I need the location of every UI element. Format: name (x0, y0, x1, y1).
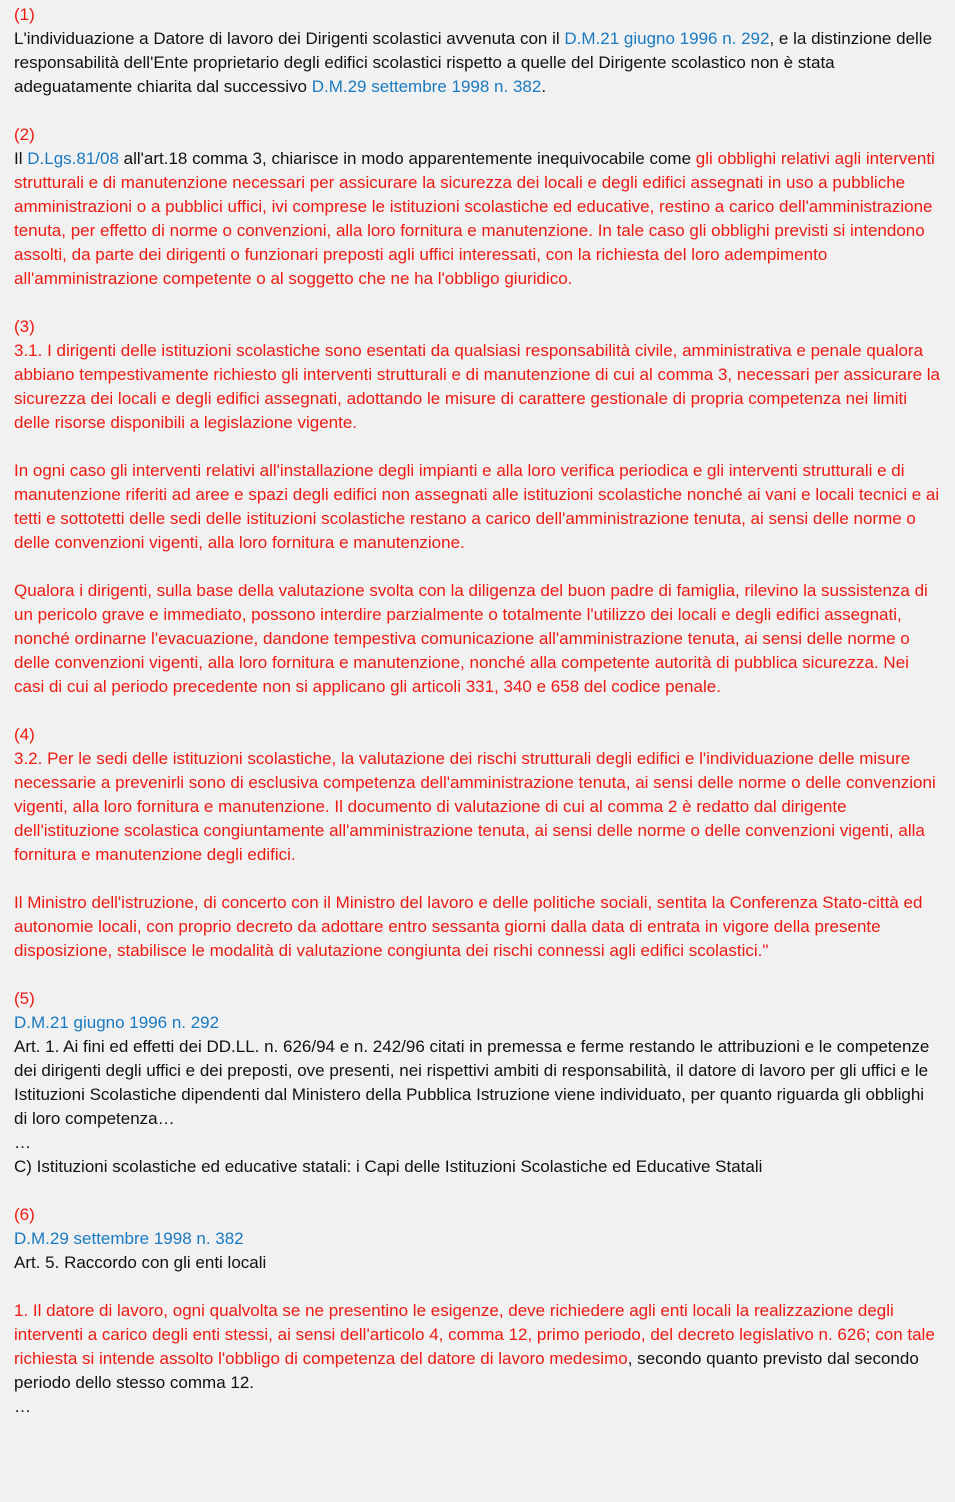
text-run: Il Ministro dell'istruzione, di concerto con il Ministro del lavoro e delle politiche sociali, sentita la Conferenza Stato-città ed autonomie locali, con proprio decreto da adottare entro sessanta giorni dalla data di entrata in vigore della presente disposizione, stabilisce le modalità di valutazione congiunta dei rischi connessi agli edifici scolastici." (14, 893, 923, 960)
legal-reference-link[interactable]: D.M.29 settembre 1998 n. 382 (14, 1229, 244, 1248)
text-run: Art. 5. Raccordo con gli enti locali (14, 1253, 267, 1272)
paragraph (14, 1011, 941, 1035)
text-run: Il (14, 149, 28, 168)
section-marker: (4) (14, 725, 35, 744)
paragraph (14, 27, 941, 99)
section-1 (14, 3, 941, 99)
section-marker: (1) (14, 5, 35, 24)
text-run: , secondo quanto previsto dal secondo periodo dello stesso comma 12. (14, 1349, 919, 1392)
section-marker: (2) (14, 125, 35, 144)
section-6-continued (14, 1299, 941, 1419)
section-3-continued-2 (14, 579, 941, 699)
section-3 (14, 315, 941, 435)
text-run: all'art.18 comma 3, chiarisce in modo apparentemente inequivocabile come (118, 149, 696, 168)
section-marker: (6) (14, 1205, 35, 1224)
text-run: 3.1. I dirigenti delle istituzioni scolastiche sono esentati da qualsiasi responsabilità civile, amministrativa e penale qualora abbiano tempestivamente richiesto gli interventi strutturali e di manutenzione di cui al comma 3, necessari per assicurare la sicurezza dei locali e degli edifici assegnati, adottando le misure di carattere gestionale di propria competenza nei limiti delle risorse disponibili a legislazione vigente. (14, 341, 941, 432)
section-marker: (5) (14, 989, 35, 1008)
text-run: . (541, 77, 547, 96)
paragraph (14, 1227, 941, 1251)
section-3-continued (14, 459, 941, 555)
paragraph (14, 147, 941, 291)
legal-reference-link[interactable]: D.Lgs.81/08 (27, 149, 119, 168)
paragraph (14, 339, 941, 435)
legal-reference-link[interactable]: D.M.21 giugno 1996 n. 292 (14, 1013, 220, 1032)
section-2 (14, 123, 941, 291)
section-4-continued (14, 891, 941, 963)
section-5 (14, 987, 941, 1179)
text-run: Qualora i dirigenti, sulla base della valutazione svolta con la diligenza del buon padre di famiglia, rilevino la sussistenza di un pericolo grave e immediato, possono interdire parzialmente o totalmente l'utilizzo dei locali e degli edifici assegnati, nonché ordinarne l'evacuazione, dandone tempestiva comunicazione all'amministrazione tenuta, ai sensi delle norme o delle convenzioni vigenti, alla loro fornitura e manutenzione, nonché alla competente autorità di pubblica sicurezza. Nei casi di cui al periodo precedente non si applicano gli articoli 331, 340 e 658 del codice penale. (14, 581, 928, 696)
paragraph (14, 1035, 941, 1131)
text-run: , e la distinzione delle responsabilità dell'Ente proprietario degli edifici scolastici rispetto a quelle del Dirigente scolastico non è stata adeguatamente chiarita dal successivo (14, 29, 933, 96)
text-run: 1. Il datore di lavoro, ogni qualvolta se ne presentino le esigenze, deve richiedere agli enti locali la realizzazione degli interventi a carico degli enti stessi, ai sensi dell'articolo 4, comma 12, primo periodo, del decreto legislativo n. 626; con tale richiesta si intende assolto l'obbligo di competenza del datore di lavoro medesimo (14, 1301, 935, 1368)
text-run: Art. 1. Ai fini ed effetti dei DD.LL. n. 626/94 e n. 242/96 citati in premessa e ferme restando le attribuzioni e le competenze dei dirigenti degli uffici e dei preposti, ove presenti, nei rispettivi ambiti di responsabilità, il datore di lavoro per gli uffici e le Istituzioni Scolastiche dipendenti dal Ministero della Pubblica Istruzione viene individuato, per quanto riguarda gli obblighi di loro competenza… (14, 1037, 930, 1128)
ellipsis-line (14, 1395, 941, 1419)
paragraph (14, 747, 941, 867)
text-run: In ogni caso gli interventi relativi all'installazione degli impianti e alla loro verifica periodica e gli interventi strutturali e di manutenzione riferiti ad aree e spazi degli edifici non assegnati alle istituzioni scolastiche nonché ai vani e locali tecnici e ai tetti e sottotetti delle sedi delle istituzioni scolastiche restano a carico dell'amministrazione tenuta, ai sensi delle norme o delle convenzioni vigenti, alla loro fornitura e manutenzione. (14, 461, 940, 552)
paragraph (14, 1299, 941, 1395)
ellipsis-line (14, 1131, 941, 1155)
legal-reference-link[interactable]: D.M.21 giugno 1996 n. 292 (564, 29, 770, 48)
paragraph (14, 891, 941, 963)
text-run: C) Istituzioni scolastiche ed educative statali: i Capi delle Istituzioni Scolastiche ed Educative Statali (14, 1157, 763, 1176)
paragraph (14, 1251, 941, 1275)
legal-reference-link[interactable]: D.M.29 settembre 1998 n. 382 (311, 77, 542, 96)
section-4 (14, 723, 941, 867)
text-run: 3.2. Per le sedi delle istituzioni scolastiche, la valutazione dei rischi strutturali degli edifici e l'individuazione delle misure necessarie a prevenirli sono di esclusiva competenza dell'amministrazione tenuta, ai sensi delle norme o delle convenzioni vigenti, alla loro fornitura e manutenzione. Il documento di valutazione di cui al comma 2 è redatto dal dirigente dell'istituzione scolastica congiuntamente all'amministrazione tenuta, ai sensi delle norme o delle convenzioni vigenti, alla fornitura e manutenzione degli edifici. (14, 749, 936, 864)
text-run: … (14, 1133, 31, 1152)
text-run: gli obblighi relativi agli interventi strutturali e di manutenzione necessari per assicurare la sicurezza dei locali e degli edifici assegnati in uso a pubbliche amministrazioni o a pubblici uffici, ivi comprese le istituzioni scolastiche ed educative, restino a carico dell'amministrazione tenuta, per effetto di norme o convenzioni, alla loro fornitura e manutenzione. In tale caso gli obblighi previsti si intendono assolti, da parte dei dirigenti o funzionari preposti agli uffici interessati, con la richiesta del loro adempimento all'amministrazione competente o al soggetto che ne ha l'obbligo giuridico. (14, 149, 935, 288)
paragraph (14, 459, 941, 555)
text-run: L'individuazione a Datore di lavoro dei Dirigenti scolastici avvenuta con il (14, 29, 565, 48)
paragraph (14, 1155, 941, 1179)
text-run: … (14, 1397, 31, 1416)
paragraph (14, 579, 941, 699)
section-6 (14, 1203, 941, 1275)
section-marker: (3) (14, 317, 35, 336)
